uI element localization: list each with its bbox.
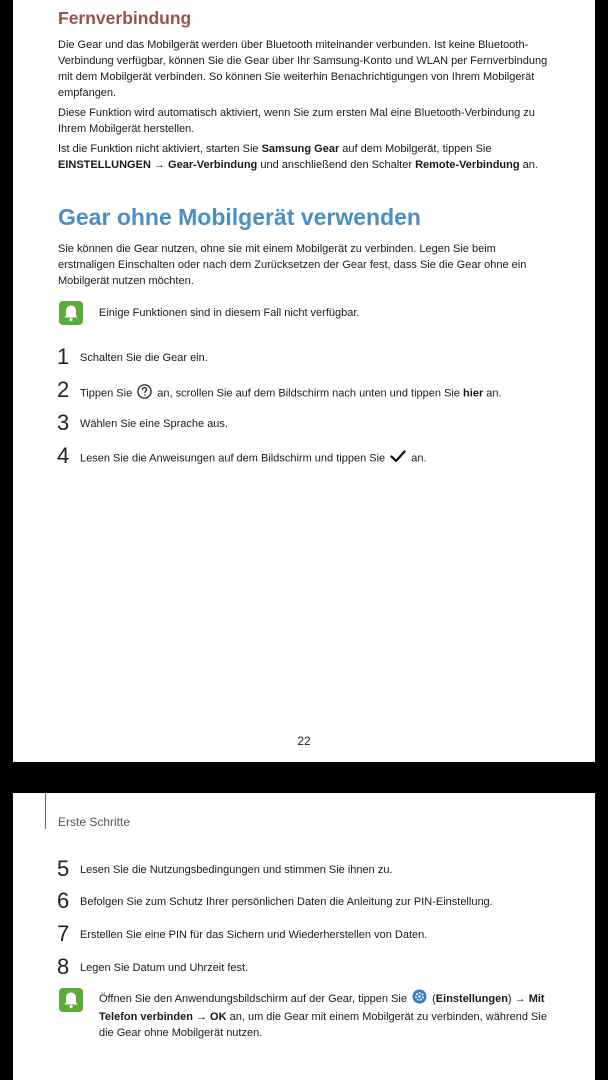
paragraph-auto-activation: Diese Funktion wird automatisch aktiviert, wenn Sie zum ersten Mal eine Bluetooth-Verbindung zu Ihrem Mobilgerät herstellen. bbox=[58, 107, 535, 135]
paragraph-remote-intro: Die Gear und das Mobilgerät werden über Bluetooth miteinander verbunden. Ist keine Bluetooth-Verbindung verfügbar, können Sie die Gear über Ihr Samsung-Konto und WLAN per Fernverbindung mit dem Mobilgerät verbinden. So können Sie weiterhin Benachrichtigungen von Ihrem Mobilgerät empfangen. bbox=[58, 39, 548, 99]
manual-page-22 bbox=[13, 0, 595, 762]
step-text: Erstellen Sie eine PIN für das Sichern und Wiederherstellen von Daten. bbox=[80, 929, 428, 941]
page-number: 22 bbox=[297, 734, 311, 748]
bell-icon bbox=[59, 988, 83, 1012]
step-number: 4 bbox=[57, 443, 70, 468]
bell-icon bbox=[59, 301, 83, 325]
manual-page-23 bbox=[13, 793, 595, 1080]
step-number: 2 bbox=[57, 377, 70, 402]
step-number: 5 bbox=[57, 856, 70, 881]
note-text: Öffnen Sie den Anwendungsbildschirm auf der Gear, tippen Sie (Einstellungen) → Mit Telefon verbinden → OK an, um die Gear mit einem Mobilgerät zu verbinden, während Sie die Gear ohne Mobilgerät nutzen. bbox=[99, 989, 549, 1041]
step-text: Lesen Sie die Nutzungsbedingungen und stimmen Sie ihnen zu. bbox=[80, 864, 393, 876]
note-text: Einige Funktionen sind in diesem Fall nicht verfügbar. bbox=[99, 307, 360, 319]
step-number: 1 bbox=[57, 344, 70, 369]
step-text: Schalten Sie die Gear ein. bbox=[80, 352, 208, 364]
section-title-fernverbindung: Fernverbindung bbox=[58, 8, 192, 28]
step-number: 3 bbox=[57, 410, 70, 435]
running-section-header: Erste Schritte bbox=[58, 815, 131, 829]
step-number: 8 bbox=[57, 954, 70, 979]
question-circle-icon bbox=[137, 384, 152, 403]
section-marker-line bbox=[45, 793, 46, 829]
step-text: Legen Sie Datum und Uhrzeit fest. bbox=[80, 962, 249, 974]
step-text: Wählen Sie eine Sprache aus. bbox=[80, 418, 228, 430]
paragraph-intro: Sie können die Gear nutzen, ohne sie mit einem Mobilgerät zu verbinden. Legen Sie beim erstmaligen Einschalten oder nach dem Zurücksetzen der Gear fest, dass Sie die Gear ohne ein Mobilgerät nutzen möchten. bbox=[58, 243, 527, 287]
step-number: 6 bbox=[57, 888, 70, 913]
step-text: Tippen Sie an, scrollen Sie auf dem Bildschirm nach unten und tippen Sie hier an. bbox=[80, 384, 502, 403]
paragraph-activation-steps: Ist die Funktion nicht aktiviert, starten Sie Samsung Gear auf dem Mobilgerät, tippen Sie EINSTELLUNGEN → Gear-Verbindung und anschließend den Schalter Remote-Verbindung an. bbox=[58, 143, 538, 171]
step-text: Lesen Sie die Anweisungen auf dem Bildschirm und tippen Sie an. bbox=[80, 450, 427, 467]
checkmark-icon bbox=[390, 450, 406, 467]
gear-settings-icon bbox=[412, 989, 427, 1009]
step-text: Befolgen Sie zum Schutz Ihrer persönlichen Daten die Anleitung zur PIN-Einstellung. bbox=[80, 896, 493, 908]
heading-gear-without-device: Gear ohne Mobilgerät verwenden bbox=[58, 204, 421, 230]
step-number: 7 bbox=[57, 921, 70, 946]
